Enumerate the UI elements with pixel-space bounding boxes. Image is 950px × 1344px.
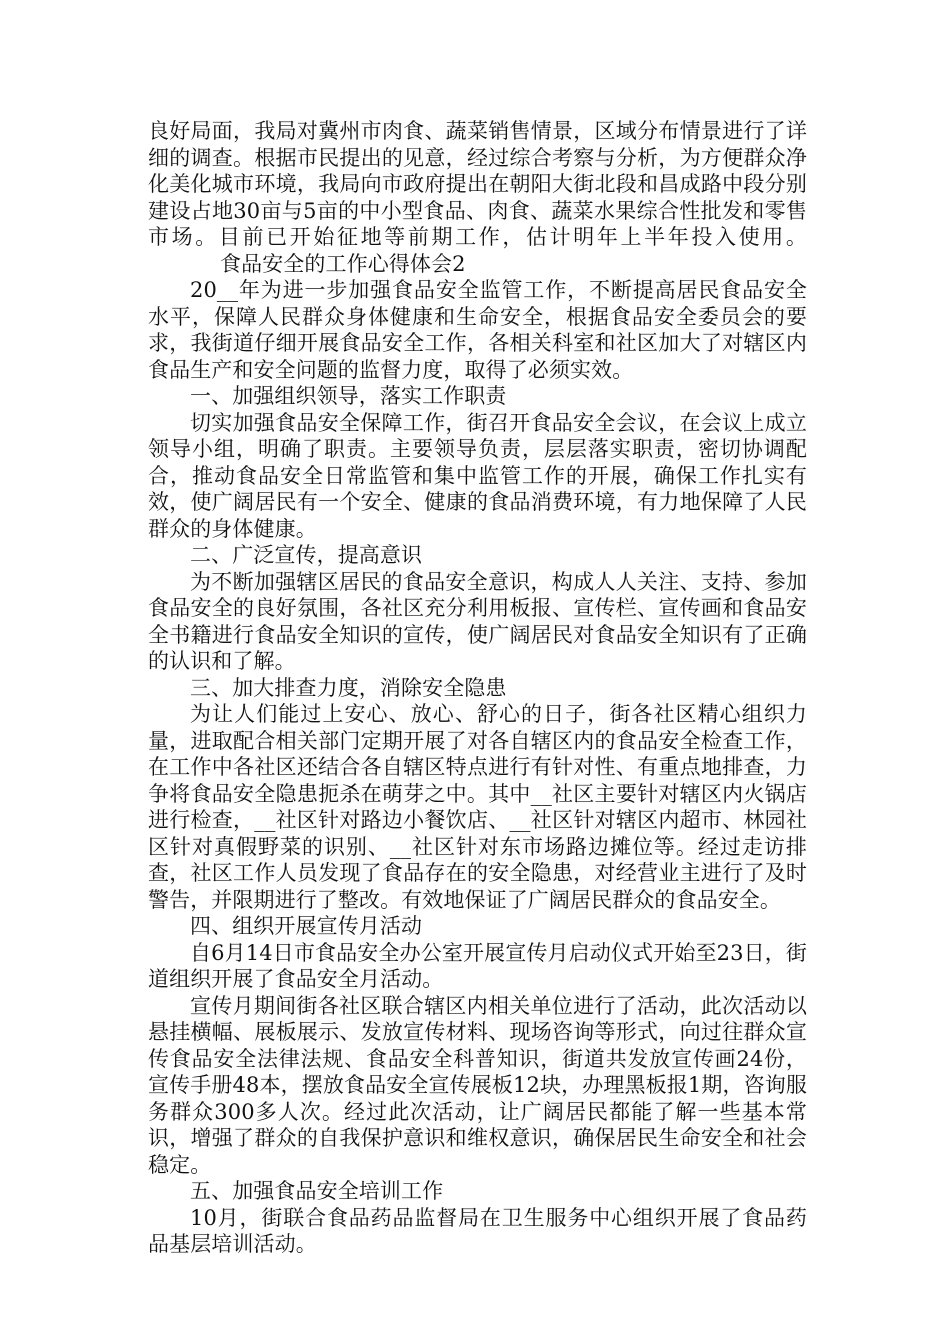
paragraph-intro: 20__年为进一步加强食品安全监管工作，不断提高居民食品安全水平，保障人民群众身体健康和生命安全，根据食品安全委员会的要求，我街道仔细开展食品安全工作，各相关科室和社区加大了对辖区内食品生产和安全问题的监督力度，取得了必须实效。 — [148, 278, 807, 382]
paragraph-publicity: 为不断加强辖区居民的食品安全意识，构成人人关注、支持、参加食品安全的良好氛围，各社区充分利用板报、宣传栏、宣传画和食品安全书籍进行食品安全知识的宣传，使广阔居民对食品安全知识有了正确的认识和了解。 — [148, 569, 807, 673]
heading-2: 二、广泛宣传，提高意识 — [190, 543, 423, 567]
paragraph-month-start: 自6月14日市食品安全办公室开展宣传月启动仪式开始至23日，街道组织开展了食品安全月活动。 — [148, 940, 807, 991]
heading-3: 三、加大排查力度，消除安全隐患 — [190, 675, 507, 700]
heading-4: 四、组织开展宣传月活动 — [190, 914, 423, 938]
heading-1: 一、加强组织领导，落实工作职责 — [190, 384, 507, 408]
section-title: 食品安全的工作心得体会2 — [220, 251, 466, 276]
paragraph-training: 10月，街联合食品药品监督局在卫生服务中心组织开展了食品药品基层培训活动。 — [148, 1205, 807, 1256]
paragraph-continuation-text: 良好局面，我局对冀州市肉食、蔬菜销售情景，区域分布情景进行了详细的调查。根据市民提出的见意，经过综合考察与分析，为方便群众净化美化城市环境，我局向市政府提出在朝阳大街北段和昌成路中段分别建设占地30亩与5亩的中小型食品、肉食、蔬菜水果综合性批发和零售市场。目前已开始征地等前期工作，估计明年上半年投入使用。 — [148, 119, 807, 249]
paragraph-organization: 切实加强食品安全保障工作，街召开食品安全会议，在会议上成立领导小组，明确了职责。主要领导负责，层层落实职责，密切协调配合，推动食品安全日常监管和集中监管工作的开展，确保工作扎实有效，使广阔居民有一个安全、健康的食品消费环境，有力地保障了人民群众的身体健康。 — [148, 410, 807, 541]
paragraph-month-activities: 宣传月期间街各社区联合辖区内相关单位进行了活动，此次活动以悬挂横幅、展板展示、发放宣传材料、现场咨询等形式，向过往群众宣传食品安全法律法规、食品安全科普知识，街道共发放宣传画24份，宣传手册48本，摆放食品安全宣传展板12块，办理黑板报1期，咨询服务群众300多人次。经过此次活动，让广阔居民都能了解一些基本常识，增强了群众的自我保护意识和维权意识，确保居民生命安全和社会稳定。 — [148, 993, 807, 1177]
paragraph-continuation — [148, 118, 807, 277]
document-page — [148, 118, 807, 1258]
paragraph-inspection: 为让人们能过上安心、放心、舒心的日子，街各社区精心组织力量，进取配合相关部门定期开展了对各自辖区内的食品安全检查工作，在工作中各社区还结合各自辖区特点进行有针对性、有重点地排查，力争将食品安全隐患扼杀在萌芽之中。其中__社区主要针对辖区内火锅店进行检查，__社区针对路边小餐饮店、__社区针对辖区内超市、林园社区针对真假野菜的识别、__社区针对东市场路边摊位等。经过走访排查，社区工作人员发现了食品存在的安全隐患，对经营业主进行了及时警告，并限期进行了整改。有效地保证了广阔居民群众的食品安全。 — [148, 702, 807, 912]
heading-5: 五、加强食品安全培训工作 — [190, 1179, 444, 1203]
